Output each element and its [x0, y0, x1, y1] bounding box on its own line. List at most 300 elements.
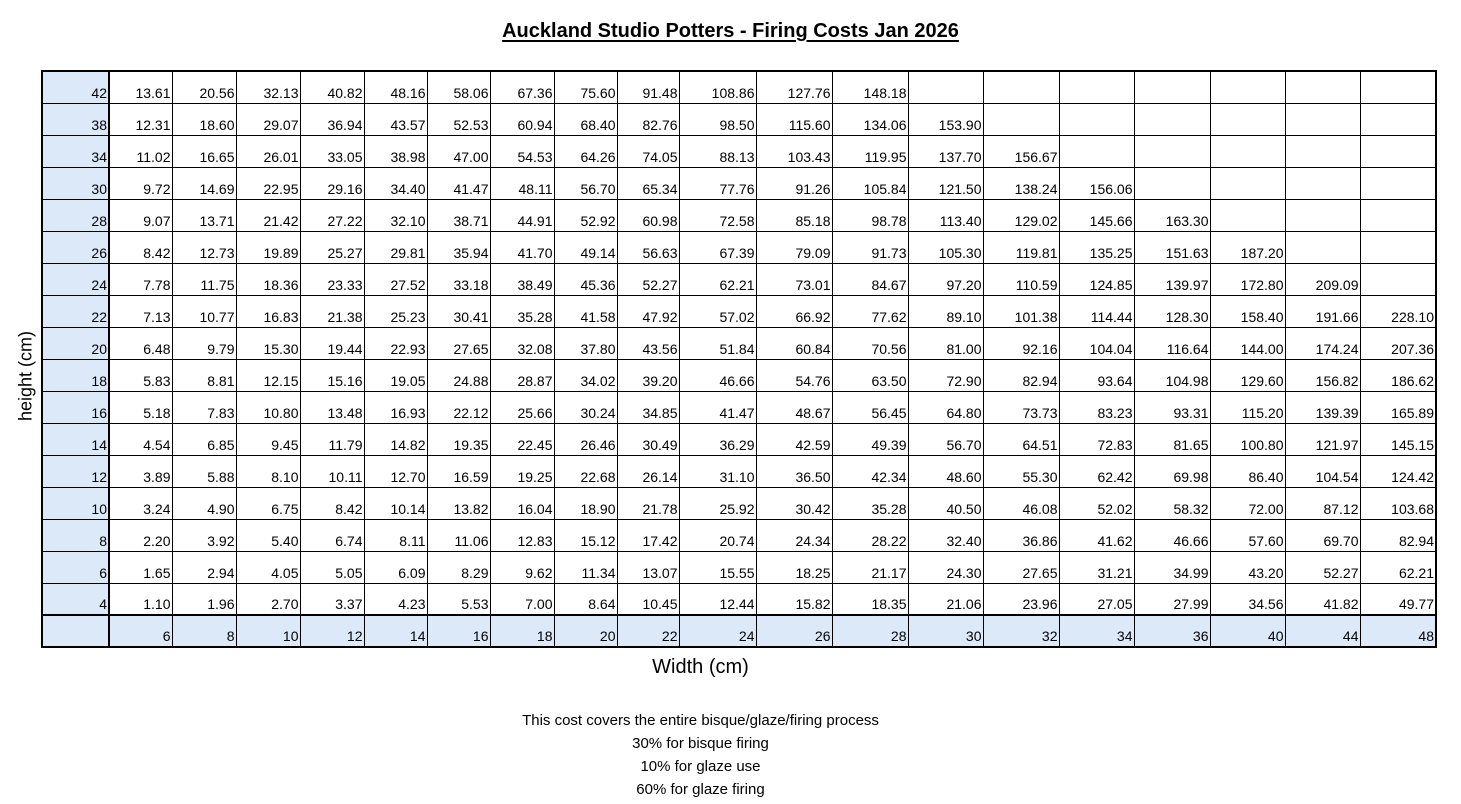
cost-cell: 19.35: [427, 423, 490, 455]
cost-cell: 64.51: [983, 423, 1059, 455]
cost-cell: 73.01: [756, 263, 832, 295]
cost-cell: 8.81: [172, 359, 236, 391]
cost-cell: [1285, 231, 1360, 263]
cost-cell: 163.30: [1134, 199, 1210, 231]
cost-cell: 115.60: [756, 103, 832, 135]
table-row: [42, 519, 1436, 551]
cost-cell: 47.00: [427, 135, 490, 167]
cost-cell: [1360, 103, 1436, 135]
cost-cell: 26.46: [554, 423, 617, 455]
width-header-cell: 40: [1210, 615, 1285, 647]
cost-cell: 144.00: [1210, 327, 1285, 359]
table-row: [42, 583, 1436, 615]
table-row: [42, 295, 1436, 327]
cost-cell: 40.82: [300, 71, 364, 103]
cost-cell: 156.82: [1285, 359, 1360, 391]
cost-cell: 6.48: [109, 327, 172, 359]
cost-cell: 38.71: [427, 199, 490, 231]
cost-cell: 46.66: [1134, 519, 1210, 551]
table-row: [42, 263, 1436, 295]
cost-cell: 21.38: [300, 295, 364, 327]
height-header-cell: 4: [42, 583, 109, 615]
cost-cell: 37.80: [554, 327, 617, 359]
cost-cell: 83.23: [1059, 391, 1134, 423]
cost-cell: 41.82: [1285, 583, 1360, 615]
cost-cell: 49.39: [832, 423, 908, 455]
cost-cell: 26.01: [236, 135, 300, 167]
cost-cell: 27.65: [427, 327, 490, 359]
width-header-cell: 44: [1285, 615, 1360, 647]
cost-cell: [1059, 135, 1134, 167]
cost-cell: 104.98: [1134, 359, 1210, 391]
cost-cell: 60.84: [756, 327, 832, 359]
cost-cell: 41.47: [427, 167, 490, 199]
cost-cell: 8.42: [109, 231, 172, 263]
width-header-cell: 32: [983, 615, 1059, 647]
height-header-cell: 22: [42, 295, 109, 327]
cost-cell: 68.40: [554, 103, 617, 135]
cost-cell: [1285, 135, 1360, 167]
cost-cell: 2.20: [109, 519, 172, 551]
page-title: Auckland Studio Potters - Firing Costs Jan 2026: [502, 20, 959, 42]
cost-cell: 15.55: [679, 551, 756, 583]
cost-cell: 1.10: [109, 583, 172, 615]
cost-cell: 207.36: [1360, 327, 1436, 359]
cost-cell: 54.76: [756, 359, 832, 391]
cost-cell: 49.77: [1360, 583, 1436, 615]
cost-cell: 13.71: [172, 199, 236, 231]
cost-cell: 62.21: [679, 263, 756, 295]
width-header-cell: 48: [1360, 615, 1436, 647]
cost-cell: 66.92: [756, 295, 832, 327]
cost-cell: 38.98: [364, 135, 427, 167]
cost-cell: 8.11: [364, 519, 427, 551]
cost-cell: 16.93: [364, 391, 427, 423]
cost-cell: 129.02: [983, 199, 1059, 231]
note-line: 10% for glaze use: [640, 758, 761, 775]
cost-cell: 165.89: [1360, 391, 1436, 423]
cost-cell: 45.36: [554, 263, 617, 295]
cost-cell: 67.39: [679, 231, 756, 263]
cost-cell: 21.78: [617, 487, 679, 519]
height-header-cell: 6: [42, 551, 109, 583]
cost-cell: 98.78: [832, 199, 908, 231]
cost-cell: 104.54: [1285, 455, 1360, 487]
cost-cell: 46.66: [679, 359, 756, 391]
cost-cell: 36.50: [756, 455, 832, 487]
cost-cell: 79.09: [756, 231, 832, 263]
cost-cell: 22.68: [554, 455, 617, 487]
cost-cell: 10.80: [236, 391, 300, 423]
height-header-cell: 26: [42, 231, 109, 263]
cost-cell: 1.96: [172, 583, 236, 615]
cost-cell: 91.26: [756, 167, 832, 199]
cost-cell: 72.00: [1210, 487, 1285, 519]
cost-cell: 92.16: [983, 327, 1059, 359]
cost-cell: 42.59: [756, 423, 832, 455]
width-header-cell: 18: [490, 615, 554, 647]
cost-cell: 10.14: [364, 487, 427, 519]
cost-cell: 24.30: [908, 551, 983, 583]
cost-cell: 8.29: [427, 551, 490, 583]
cost-cell: 8.64: [554, 583, 617, 615]
cost-cell: [983, 103, 1059, 135]
table-row: [42, 487, 1436, 519]
width-header-cell: 24: [679, 615, 756, 647]
cost-cell: 27.99: [1134, 583, 1210, 615]
cost-cell: 20.56: [172, 71, 236, 103]
height-header-cell: 42: [42, 71, 109, 103]
cost-cell: 103.68: [1360, 487, 1436, 519]
cost-cell: 86.40: [1210, 455, 1285, 487]
width-header-cell: 16: [427, 615, 490, 647]
cost-cell: 62.21: [1360, 551, 1436, 583]
cost-cell: [983, 71, 1059, 103]
cost-cell: 10.77: [172, 295, 236, 327]
cost-cell: 12.15: [236, 359, 300, 391]
width-header-cell: 34: [1059, 615, 1134, 647]
table-row: [42, 359, 1436, 391]
cost-cell: 12.73: [172, 231, 236, 263]
cost-cell: 58.06: [427, 71, 490, 103]
height-header-cell: 14: [42, 423, 109, 455]
table-row: [42, 455, 1436, 487]
table-row: [42, 71, 1436, 103]
cost-cell: 119.81: [983, 231, 1059, 263]
cost-cell: 14.69: [172, 167, 236, 199]
cost-cell: 67.36: [490, 71, 554, 103]
cost-cell: 13.48: [300, 391, 364, 423]
cost-cell: [1134, 167, 1210, 199]
width-header-cell: 22: [617, 615, 679, 647]
cost-cell: 13.07: [617, 551, 679, 583]
width-header-cell: 26: [756, 615, 832, 647]
cost-cell: 77.76: [679, 167, 756, 199]
cost-cell: 11.06: [427, 519, 490, 551]
cost-cell: [1285, 103, 1360, 135]
cost-cell: 113.40: [908, 199, 983, 231]
cost-cell: 47.92: [617, 295, 679, 327]
cost-cell: 30.41: [427, 295, 490, 327]
cost-cell: 41.58: [554, 295, 617, 327]
width-header-cell: 14: [364, 615, 427, 647]
cost-cell: 52.02: [1059, 487, 1134, 519]
cost-cell: 3.92: [172, 519, 236, 551]
cost-cell: [1134, 103, 1210, 135]
cost-cell: 6.09: [364, 551, 427, 583]
cost-cell: 124.42: [1360, 455, 1436, 487]
cost-cell: 52.92: [554, 199, 617, 231]
cost-cell: 151.63: [1134, 231, 1210, 263]
cost-cell: 9.62: [490, 551, 554, 583]
cost-cell: 26.14: [617, 455, 679, 487]
cost-cell: 64.26: [554, 135, 617, 167]
cost-cell: 97.20: [908, 263, 983, 295]
cost-cell: 25.92: [679, 487, 756, 519]
cost-cell: [1210, 135, 1285, 167]
cost-cell: 17.42: [617, 519, 679, 551]
width-header-cell: 8: [172, 615, 236, 647]
cost-cell: 158.40: [1210, 295, 1285, 327]
width-header-row: [42, 615, 1436, 647]
cost-cell: 49.14: [554, 231, 617, 263]
cost-cell: 139.39: [1285, 391, 1360, 423]
table-row: [42, 135, 1436, 167]
cost-cell: 91.73: [832, 231, 908, 263]
cost-cell: 29.81: [364, 231, 427, 263]
cost-cell: 18.25: [756, 551, 832, 583]
cost-cell: 3.24: [109, 487, 172, 519]
cost-cell: 14.82: [364, 423, 427, 455]
cost-cell: 52.53: [427, 103, 490, 135]
cost-cell: 3.37: [300, 583, 364, 615]
cost-cell: 58.32: [1134, 487, 1210, 519]
cost-cell: 13.61: [109, 71, 172, 103]
cost-cell: 19.05: [364, 359, 427, 391]
cost-cell: 24.88: [427, 359, 490, 391]
cost-cell: 19.44: [300, 327, 364, 359]
cost-cell: 135.25: [1059, 231, 1134, 263]
cost-cell: 38.49: [490, 263, 554, 295]
cost-cell: [1134, 135, 1210, 167]
cost-cell: 82.94: [983, 359, 1059, 391]
cost-cell: 32.10: [364, 199, 427, 231]
cost-cell: 36.94: [300, 103, 364, 135]
cost-cell: 21.42: [236, 199, 300, 231]
cost-cell: 148.18: [832, 71, 908, 103]
height-header-cell: 16: [42, 391, 109, 423]
cost-cell: 110.59: [983, 263, 1059, 295]
cost-cell: 34.02: [554, 359, 617, 391]
cost-cell: 73.73: [983, 391, 1059, 423]
cost-cell: 10.11: [300, 455, 364, 487]
cost-cell: 31.10: [679, 455, 756, 487]
width-header-cell: 6: [109, 615, 172, 647]
cost-cell: 36.29: [679, 423, 756, 455]
cost-cell: 98.50: [679, 103, 756, 135]
width-header-cell: 30: [908, 615, 983, 647]
cost-cell: 22.45: [490, 423, 554, 455]
cost-cell: 108.86: [679, 71, 756, 103]
cost-cell: 4.54: [109, 423, 172, 455]
cost-cell: 11.79: [300, 423, 364, 455]
cost-cell: [1210, 103, 1285, 135]
cost-cell: 42.34: [832, 455, 908, 487]
cost-cell: 85.18: [756, 199, 832, 231]
cost-cell: 34.85: [617, 391, 679, 423]
cost-cell: 16.65: [172, 135, 236, 167]
firing-cost-table: [41, 70, 1437, 648]
cost-cell: 2.94: [172, 551, 236, 583]
cost-cell: 57.60: [1210, 519, 1285, 551]
cost-cell: 21.06: [908, 583, 983, 615]
height-header-cell: 24: [42, 263, 109, 295]
cost-cell: 8.10: [236, 455, 300, 487]
width-header-cell: 12: [300, 615, 364, 647]
cost-cell: 52.27: [617, 263, 679, 295]
cost-cell: [1134, 71, 1210, 103]
cost-cell: 30.24: [554, 391, 617, 423]
cost-cell: 20.74: [679, 519, 756, 551]
cost-cell: 56.45: [832, 391, 908, 423]
cost-cell: [1285, 199, 1360, 231]
cost-cell: 52.27: [1285, 551, 1360, 583]
cost-cell: 93.31: [1134, 391, 1210, 423]
cost-cell: 16.83: [236, 295, 300, 327]
cost-cell: 91.48: [617, 71, 679, 103]
cost-cell: 11.34: [554, 551, 617, 583]
cost-cell: 27.22: [300, 199, 364, 231]
cost-cell: 5.18: [109, 391, 172, 423]
cost-cell: [1059, 71, 1134, 103]
cost-cell: 186.62: [1360, 359, 1436, 391]
cost-cell: 9.79: [172, 327, 236, 359]
cost-cell: 74.05: [617, 135, 679, 167]
cost-cell: 28.22: [832, 519, 908, 551]
cost-cell: 54.53: [490, 135, 554, 167]
cost-cell: 22.93: [364, 327, 427, 359]
cost-cell: 69.98: [1134, 455, 1210, 487]
table-row: [42, 551, 1436, 583]
cost-cell: 5.88: [172, 455, 236, 487]
cost-cell: 55.30: [983, 455, 1059, 487]
note-line: 60% for glaze firing: [636, 781, 765, 798]
cost-cell: 5.83: [109, 359, 172, 391]
cost-cell: 174.24: [1285, 327, 1360, 359]
height-header-cell: 8: [42, 519, 109, 551]
cost-cell: 34.99: [1134, 551, 1210, 583]
cost-cell: 72.90: [908, 359, 983, 391]
cost-cell: 33.18: [427, 263, 490, 295]
cost-cell: 115.20: [1210, 391, 1285, 423]
cost-cell: 7.00: [490, 583, 554, 615]
cost-cell: 27.05: [1059, 583, 1134, 615]
cost-cell: 19.25: [490, 455, 554, 487]
cost-cell: 25.66: [490, 391, 554, 423]
cost-cell: 7.13: [109, 295, 172, 327]
cost-cell: 11.02: [109, 135, 172, 167]
cost-cell: 29.16: [300, 167, 364, 199]
cost-cell: 40.50: [908, 487, 983, 519]
cost-cell: 15.82: [756, 583, 832, 615]
cost-cell: [908, 71, 983, 103]
cost-cell: 82.76: [617, 103, 679, 135]
cost-cell: 34.40: [364, 167, 427, 199]
cost-cell: 56.70: [554, 167, 617, 199]
cost-cell: [1210, 71, 1285, 103]
cost-cell: 15.16: [300, 359, 364, 391]
cost-cell: 228.10: [1360, 295, 1436, 327]
cost-cell: 56.63: [617, 231, 679, 263]
cost-cell: [1285, 167, 1360, 199]
cost-cell: 43.20: [1210, 551, 1285, 583]
cost-cell: 15.12: [554, 519, 617, 551]
table-row: [42, 231, 1436, 263]
cost-cell: 82.94: [1360, 519, 1436, 551]
cost-cell: 7.78: [109, 263, 172, 295]
cost-cell: 81.00: [908, 327, 983, 359]
cost-cell: 43.57: [364, 103, 427, 135]
cost-cell: 129.60: [1210, 359, 1285, 391]
cost-cell: 28.87: [490, 359, 554, 391]
cost-cell: 60.98: [617, 199, 679, 231]
table-row: [42, 199, 1436, 231]
cost-cell: 25.27: [300, 231, 364, 263]
cost-cell: 12.70: [364, 455, 427, 487]
cost-cell: 48.11: [490, 167, 554, 199]
cost-cell: 36.86: [983, 519, 1059, 551]
cost-cell: 72.83: [1059, 423, 1134, 455]
cost-cell: [1210, 167, 1285, 199]
cost-cell: 128.30: [1134, 295, 1210, 327]
cost-cell: 139.97: [1134, 263, 1210, 295]
cost-cell: 156.06: [1059, 167, 1134, 199]
cost-cell: 5.05: [300, 551, 364, 583]
cost-cell: 105.84: [832, 167, 908, 199]
cost-cell: 30.42: [756, 487, 832, 519]
cost-cell: 32.13: [236, 71, 300, 103]
cost-cell: 145.66: [1059, 199, 1134, 231]
cost-cell: 30.49: [617, 423, 679, 455]
cost-cell: 137.70: [908, 135, 983, 167]
cost-cell: [1360, 71, 1436, 103]
cost-cell: 41.62: [1059, 519, 1134, 551]
cost-cell: 124.85: [1059, 263, 1134, 295]
cost-cell: 75.60: [554, 71, 617, 103]
height-header-cell: 12: [42, 455, 109, 487]
cost-cell: 121.50: [908, 167, 983, 199]
cost-cell: 134.06: [832, 103, 908, 135]
cost-cell: 33.05: [300, 135, 364, 167]
cost-cell: 51.84: [679, 327, 756, 359]
cost-cell: 89.10: [908, 295, 983, 327]
cost-cell: 16.59: [427, 455, 490, 487]
cost-cell: 4.90: [172, 487, 236, 519]
cost-cell: 19.89: [236, 231, 300, 263]
corner-cell: [42, 615, 109, 647]
width-header-cell: 28: [832, 615, 908, 647]
cost-cell: 9.07: [109, 199, 172, 231]
cost-cell: 2.70: [236, 583, 300, 615]
cost-cell: 88.13: [679, 135, 756, 167]
cost-cell: 27.65: [983, 551, 1059, 583]
cost-cell: 77.62: [832, 295, 908, 327]
cost-cell: 18.60: [172, 103, 236, 135]
cost-cell: 41.70: [490, 231, 554, 263]
x-axis-label: Width (cm): [652, 656, 749, 678]
cost-cell: 48.67: [756, 391, 832, 423]
cost-cell: 209.09: [1285, 263, 1360, 295]
cost-cell: 11.75: [172, 263, 236, 295]
cost-cell: 25.23: [364, 295, 427, 327]
cost-cell: 81.65: [1134, 423, 1210, 455]
cost-cell: [1210, 199, 1285, 231]
width-header-cell: 20: [554, 615, 617, 647]
cost-cell: 16.04: [490, 487, 554, 519]
cost-cell: 39.20: [617, 359, 679, 391]
cost-cell: 6.85: [172, 423, 236, 455]
cost-cell: 84.67: [832, 263, 908, 295]
cost-cell: 43.56: [617, 327, 679, 359]
cost-cell: 103.43: [756, 135, 832, 167]
cost-cell: 3.89: [109, 455, 172, 487]
cost-cell: 87.12: [1285, 487, 1360, 519]
cost-cell: 5.53: [427, 583, 490, 615]
cost-cell: 100.80: [1210, 423, 1285, 455]
width-header-cell: 36: [1134, 615, 1210, 647]
cost-cell: [1059, 103, 1134, 135]
cost-cell: 63.50: [832, 359, 908, 391]
